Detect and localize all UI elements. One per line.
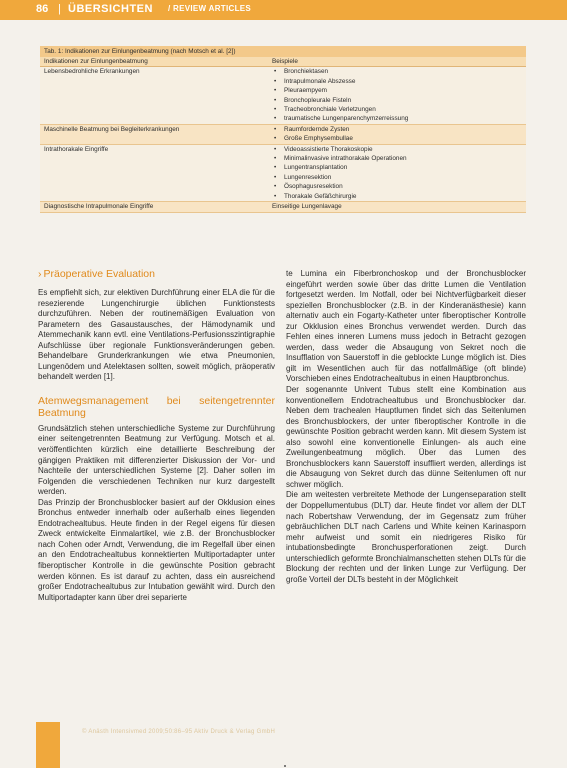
table-cell-examples	[268, 125, 526, 144]
list-item: • Pleuraempyem	[272, 86, 522, 95]
table-cell-indication: Lebensbedrohliche Erkrankungen	[44, 68, 140, 76]
left-column	[38, 268, 275, 603]
header-subsection: / REVIEW ARTICLES	[168, 4, 252, 13]
table-row	[40, 125, 526, 145]
table-header-row	[40, 57, 526, 67]
list-item: • Bronchopleurale Fisteln	[272, 96, 522, 105]
header-separator: |	[58, 3, 61, 15]
table-row	[40, 67, 526, 124]
list-item: • Thorakale Gefäßchirurgie	[272, 192, 522, 201]
list-item: • Tracheobronchiale Verletzungen	[272, 105, 522, 114]
table-cell-examples	[268, 202, 526, 211]
list-item: • Intrapulmonale Abszesse	[272, 77, 522, 86]
list-item: • Bronchiektasen	[272, 67, 522, 76]
section-heading-preoperative: › Präoperative Evaluation	[38, 268, 155, 280]
table-caption: Tab. 1: Indikationen zur Einlungenbeatmung (nach Motsch et al. [2])	[40, 46, 526, 57]
table-cell-indication: Diagnostische Intrapulmonale Eingriffe	[44, 203, 154, 211]
paragraph: te Lumina ein Fiberbronchoskop und der Bronchusblocker eingeführt werden sowie über das dritte Lumen die Ventilation fortgesetzt werden. Im Notfall, oder bei Nichtverfügbarkeit dieser speziellen Bronchusblocker (z.B. in der Kinderanästhesie) kann alternativ auch ein Fogarty-Katheter unter fiberoptischer Kontrolle zur Okklusion eines Bronchus verwendet werden. Durch das Fehlen eines inneren Lumens muss jedoch in Betracht gezogen werden, dass weder die Absaugung von Sekret noch die Insufflation von Sauerstoff in die geblockte Lunge möglich ist. Dies gilt im Wesentlichen auch für das notfallmäßige (oft blinde) Vorschieben eines Endotrachealtubus in einen Hauptbronchus.	[286, 269, 526, 384]
footer-copyright: © Anästh Intensivmed 2009;50:86–95 Aktiv Druck & Verlag GmbH	[82, 729, 276, 735]
right-column	[286, 269, 526, 585]
table-cell-indication: Intrathorakale Eingriffe	[44, 145, 109, 153]
table-cell-indication: Maschinelle Beatmung bei Begleiterkrankungen	[44, 125, 180, 133]
list-item: • Große Emphysembullae	[272, 134, 522, 143]
paragraph: Die am weitesten verbreitete Methode der Lungenseparation stellt der Doppellumentubus (DLT) dar. Heute findet vor allem der DLT nach Robertshaw Verwendung, der im Gegensatz zum früher gebräuchlichen DLT nach Carlens und White keinen Karinasporn mehr aufweist und somit ein niedrigeres Risiko für intubationsbedingte Bronchusperforationen zeigt. Durch unterschiedlich geformte Bronchialmanschetten stehen DLTs für die Blockung der rechten und der linken Lunge zur Verfügung. Der große Vorteil der DLTs besteht in der Möglichkeit	[286, 490, 526, 584]
scan-dot	[284, 765, 286, 767]
footer-accent-block	[36, 722, 60, 768]
section-heading-airway: Atemwegsmanagement bei seitengetrennter Beatmung	[38, 394, 275, 420]
indications-table	[40, 46, 526, 213]
list-item: • Ösophagusresektion	[272, 182, 522, 191]
list-item: • Lungentransplantation	[272, 163, 522, 172]
list-item: • Lungenresektion	[272, 173, 522, 182]
table-cell-examples	[268, 67, 526, 123]
table-cell-examples	[268, 145, 526, 201]
page-header	[0, 0, 567, 20]
list-item: • Raumfordernde Zysten	[272, 125, 522, 134]
list-item: Einseitige Lungenlavage	[272, 203, 342, 211]
chevron-right-icon: ›	[38, 268, 42, 280]
page-number: 86	[36, 3, 49, 15]
table-header-examples: Beispiele	[272, 58, 298, 65]
paragraph: Der sogenannte Univent Tubus stellt eine Kombination aus konventionellem Endotrachealtubus und Bronchusblocker dar. Neben dem trachealen Hauptlumen findet sich das Seitenlumen des Bronchusblockers, der unter fiberoptischer Kontrolle in die gewünschte Position gebracht werden kann. Mit diesem System ist also sowohl eine konventionelle Einlungen- als auch eine Zweilungenbeatmung möglich. Über das Lumen des Bronchusblockers kann Sauerstoff insuffliert werden, allerdings ist die Absaugung von Sekret durch das dünne Seitenlumen oft nur schwer möglich.	[286, 385, 526, 489]
list-item: • traumatische Lungenparenchymzerreissung	[272, 114, 522, 123]
list-item: • Minimalinvasive intrathorakale Operationen	[272, 154, 522, 163]
table-row	[40, 145, 526, 202]
header-section: ÜBERSICHTEN	[68, 3, 153, 15]
table-row	[40, 202, 526, 212]
paragraph: Das Prinzip der Bronchusblocker basiert auf der Okklusion eines Bronchus entweder innerhalb oder außerhalb eines liegenden Endotrachealtubus. Heute finden in der Regel eigens für diesen Zweck entwickelte Einmalartikel, wie z.B. der Bronchusblocker nach Cohen oder Arndt, Verwendung, die im Regelfall über einen an den Endotrachealtubus konnektierten Multiportadapter unter fiberoptischer Kontrolle in die gewünschte Position gebracht werden können. Es ist darauf zu achten, dass ein ausreichend großer Endotrachealtubus zur Intubation gewählt wird. Durch den Multiportadapter kann über drei separierte	[38, 497, 275, 602]
paragraph: Grundsätzlich stehen unterschiedliche Systeme zur Durchführung einer seitengetrennten Beatmung zur Verfügung. Motsch et al. veröffentlichten kürzlich eine detaillierte Beschreibung der gängigen Praktiken mit differenzierter Diskussion der Vor- und Nachteile der unterschiedlichen Systeme [2]. Daher sollen im Folgenden die verschiedenen Techniken nur kurz dargestellt werden.	[38, 423, 275, 497]
table-header-indication: Indikationen zur Einlungenbeatmung	[44, 58, 148, 65]
paragraph: Es empfiehlt sich, zur elektiven Durchführung einer ELA die für die resezierende Lungenchirurgie üblichen Funktionstests durchzuführen. Neben der routinemäßigen Evaluation von Parametern des Gasaustausches, der Hämodynamik und Atemmechanik kann evtl. eine Ventilations-Perfusionsszintigraphie Aufschlüsse über regionale Funktionsveränderungen geben. Behandelbare Grunderkrankungen wie etwa Pneumonien, Lungenödem und Atelektasen sollten, soweit möglich, präoperativ behandelt werden [1].	[38, 288, 275, 382]
list-item: • Videoassistierte Thorakoskopie	[272, 145, 522, 154]
